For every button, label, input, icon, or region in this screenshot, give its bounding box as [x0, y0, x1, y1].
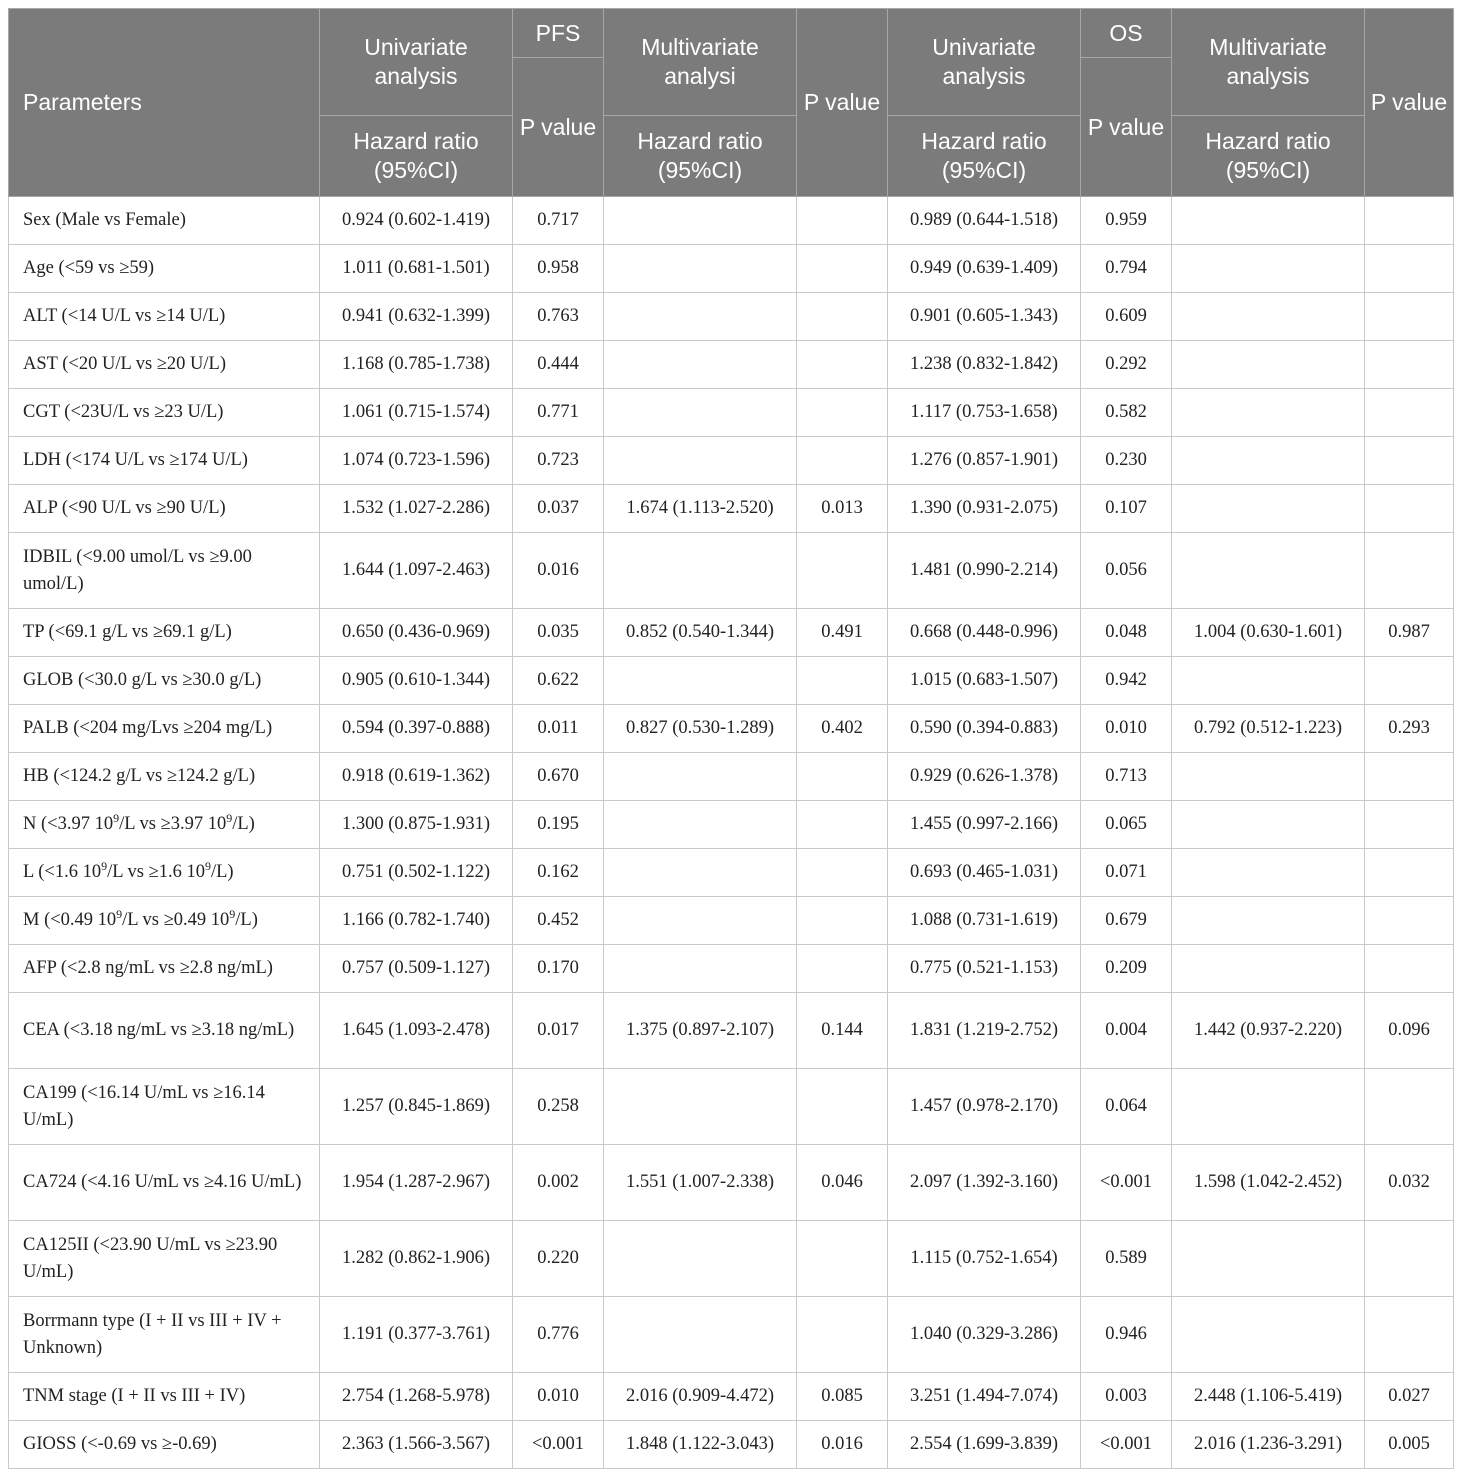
os-univariate-p-cell: 0.679: [1081, 897, 1172, 945]
parameter-cell: CA199 (<16.14 U/mL vs ≥16.14 U/mL): [9, 1069, 320, 1145]
os-multivariate-hr-cell: [1172, 197, 1365, 245]
pfs-univariate-p-cell: 0.002: [513, 1145, 604, 1221]
os-multivariate-p-cell: [1365, 897, 1454, 945]
parameter-cell: Sex (Male vs Female): [9, 197, 320, 245]
os-univariate-p-cell: 0.048: [1081, 609, 1172, 657]
pfs-multivariate-p-cell: [797, 657, 888, 705]
pfs-univariate-hr-cell: 1.282 (0.862-1.906): [320, 1221, 513, 1297]
pfs-univariate-hr-cell: 1.168 (0.785-1.738): [320, 341, 513, 389]
pfs-univariate-hr-cell: 0.650 (0.436-0.969): [320, 609, 513, 657]
superscript: 9: [204, 858, 211, 873]
pfs-multivariate-hr-cell: [604, 801, 797, 849]
os-multivariate-p-cell: [1365, 485, 1454, 533]
os-univariate-p-cell: 0.056: [1081, 533, 1172, 609]
table-row: [9, 993, 1454, 1069]
table-row: [9, 245, 1454, 293]
os-multivariate-hr-cell: [1172, 897, 1365, 945]
pfs-univariate-hr-cell: 1.166 (0.782-1.740): [320, 897, 513, 945]
table-row: [9, 197, 1454, 245]
parameter-cell: ALP (<90 U/L vs ≥90 U/L): [9, 485, 320, 533]
parameter-cell: [9, 801, 320, 849]
pfs-multivariate-p-cell: [797, 389, 888, 437]
os-univariate-hr-cell: 1.455 (0.997-2.166): [888, 801, 1081, 849]
parameter-cell: HB (<124.2 g/L vs ≥124.2 g/L): [9, 753, 320, 801]
os-multivariate-hr-header: Hazard ratio (95%CI): [1172, 116, 1365, 197]
os-multivariate-p-cell: 0.096: [1365, 993, 1454, 1069]
os-multivariate-p-cell: [1365, 1069, 1454, 1145]
table-header: [9, 9, 1454, 197]
parameter-cell: AST (<20 U/L vs ≥20 U/L): [9, 341, 320, 389]
parameter-cell: IDBIL (<9.00 umol/L vs ≥9.00 umol/L): [9, 533, 320, 609]
pfs-univariate-header: Univariate analysis: [320, 9, 513, 116]
os-univariate-hr-cell: 0.929 (0.626-1.378): [888, 753, 1081, 801]
parameter-cell: PALB (<204 mg/Lvs ≥204 mg/L): [9, 705, 320, 753]
pfs-univariate-p-cell: 0.771: [513, 389, 604, 437]
os-univariate-p-cell: 0.794: [1081, 245, 1172, 293]
superscript: 9: [226, 810, 233, 825]
table-row: [9, 293, 1454, 341]
parameter-cell: TP (<69.1 g/L vs ≥69.1 g/L): [9, 609, 320, 657]
os-univariate-p-cell: 0.064: [1081, 1069, 1172, 1145]
os-univariate-hr-cell: 0.590 (0.394-0.883): [888, 705, 1081, 753]
pfs-univariate-p-cell: 0.776: [513, 1297, 604, 1373]
pfs-multivariate-hr-cell: 0.852 (0.540-1.344): [604, 609, 797, 657]
os-univariate-p-cell: 0.589: [1081, 1221, 1172, 1297]
os-univariate-p-cell: 0.004: [1081, 993, 1172, 1069]
pfs-univariate-p-cell: 0.452: [513, 897, 604, 945]
table-row: [9, 1145, 1454, 1221]
pfs-multivariate-hr-cell: [604, 293, 797, 341]
os-univariate-hr-cell: 0.775 (0.521-1.153): [888, 945, 1081, 993]
pfs-univariate-hr-cell: 1.954 (1.287-2.967): [320, 1145, 513, 1221]
table-row: [9, 657, 1454, 705]
pfs-multivariate-p-cell: 0.491: [797, 609, 888, 657]
superscript: 9: [116, 906, 123, 921]
parameter-cell: CGT (<23U/L vs ≥23 U/L): [9, 389, 320, 437]
os-multivariate-p-cell: [1365, 849, 1454, 897]
pfs-multivariate-p-cell: [797, 1221, 888, 1297]
pfs-multivariate-p-cell: [797, 1069, 888, 1145]
parameter-cell: ALT (<14 U/L vs ≥14 U/L): [9, 293, 320, 341]
pfs-univariate-p-cell: 0.016: [513, 533, 604, 609]
pfs-multivariate-p-cell: [797, 341, 888, 389]
pfs-multivariate-hr-cell: [604, 389, 797, 437]
pfs-multivariate-hr-cell: [604, 197, 797, 245]
os-univariate-hr-cell: 1.831 (1.219-2.752): [888, 993, 1081, 1069]
table-row: [9, 1373, 1454, 1421]
pfs-multivariate-p-cell: [797, 753, 888, 801]
pfs-univariate-p-cell: 0.670: [513, 753, 604, 801]
pfs-multivariate-p-cell: [797, 1297, 888, 1373]
pfs-univariate-hr-cell: 0.918 (0.619-1.362): [320, 753, 513, 801]
pfs-multivariate-hr-cell: [604, 849, 797, 897]
pfs-multivariate-hr-cell: [604, 1069, 797, 1145]
parameter-cell: GIOSS (<-0.69 vs ≥-0.69): [9, 1421, 320, 1469]
parameter-text: /L): [210, 862, 234, 882]
parameter-text: /L): [235, 910, 258, 930]
os-multivariate-hr-cell: 2.448 (1.106-5.419): [1172, 1373, 1365, 1421]
table-row: [9, 897, 1454, 945]
pfs-univariate-p-cell: 0.958: [513, 245, 604, 293]
os-univariate-hr-cell: 1.115 (0.752-1.654): [888, 1221, 1081, 1297]
table-row: [9, 389, 1454, 437]
pfs-univariate-hr-cell: 1.074 (0.723-1.596): [320, 437, 513, 485]
pfs-multivariate-hr-cell: 1.551 (1.007-2.338): [604, 1145, 797, 1221]
pfs-univariate-hr-cell: 1.011 (0.681-1.501): [320, 245, 513, 293]
os-univariate-p-cell: 0.107: [1081, 485, 1172, 533]
table-row: [9, 609, 1454, 657]
table-row: [9, 705, 1454, 753]
os-univariate-hr-cell: 0.989 (0.644-1.518): [888, 197, 1081, 245]
pfs-univariate-hr-cell: 0.905 (0.610-1.344): [320, 657, 513, 705]
os-univariate-hr-cell: 1.117 (0.753-1.658): [888, 389, 1081, 437]
os-univariate-p-cell: 0.959: [1081, 197, 1172, 245]
os-multivariate-hr-cell: [1172, 437, 1365, 485]
pfs-univariate-hr-header: Hazard ratio (95%CI): [320, 116, 513, 197]
pfs-univariate-p-cell: 0.035: [513, 609, 604, 657]
pfs-multivariate-p-cell: 0.046: [797, 1145, 888, 1221]
os-multivariate-p-cell: [1365, 1221, 1454, 1297]
os-univariate-p-cell: 0.609: [1081, 293, 1172, 341]
os-multivariate-hr-cell: 1.598 (1.042-2.452): [1172, 1145, 1365, 1221]
pfs-multivariate-p-cell: [797, 849, 888, 897]
os-multivariate-header: Multivariate analysis: [1172, 9, 1365, 116]
os-multivariate-hr-cell: [1172, 293, 1365, 341]
pfs-univariate-hr-cell: 0.924 (0.602-1.419): [320, 197, 513, 245]
parameter-text: /L vs ≥0.49 10: [122, 910, 230, 930]
os-multivariate-p-cell: [1365, 753, 1454, 801]
os-multivariate-p-cell: [1365, 945, 1454, 993]
os-univariate-hr-cell: 2.554 (1.699-3.839): [888, 1421, 1081, 1469]
os-multivariate-p-cell: [1365, 657, 1454, 705]
os-multivariate-hr-cell: [1172, 389, 1365, 437]
pfs-multivariate-p-header: P value: [797, 9, 888, 197]
os-univariate-p-cell: 0.071: [1081, 849, 1172, 897]
pfs-univariate-hr-cell: 1.645 (1.093-2.478): [320, 993, 513, 1069]
pfs-univariate-hr-cell: 0.594 (0.397-0.888): [320, 705, 513, 753]
os-multivariate-hr-cell: [1172, 533, 1365, 609]
os-multivariate-p-cell: [1365, 533, 1454, 609]
os-multivariate-hr-cell: [1172, 801, 1365, 849]
os-univariate-hr-cell: 1.390 (0.931-2.075): [888, 485, 1081, 533]
parameter-text: M (<0.49 10: [23, 910, 117, 930]
os-univariate-p-cell: 0.209: [1081, 945, 1172, 993]
parameter-text: L (<1.6 10: [23, 862, 102, 882]
pfs-univariate-p-cell: <0.001: [513, 1421, 604, 1469]
os-univariate-hr-cell: 1.088 (0.731-1.619): [888, 897, 1081, 945]
pfs-univariate-p-cell: 0.220: [513, 1221, 604, 1297]
os-multivariate-p-cell: 0.987: [1365, 609, 1454, 657]
pfs-univariate-p-cell: 0.195: [513, 801, 604, 849]
os-multivariate-p-cell: [1365, 197, 1454, 245]
pfs-multivariate-p-cell: 0.085: [797, 1373, 888, 1421]
pfs-multivariate-p-cell: 0.016: [797, 1421, 888, 1469]
os-multivariate-p-cell: [1365, 389, 1454, 437]
table-row: [9, 437, 1454, 485]
superscript: 9: [101, 858, 108, 873]
pfs-multivariate-hr-cell: 2.016 (0.909-4.472): [604, 1373, 797, 1421]
pfs-univariate-p-cell: 0.170: [513, 945, 604, 993]
os-multivariate-p-cell: 0.032: [1365, 1145, 1454, 1221]
pfs-multivariate-hr-header: Hazard ratio (95%CI): [604, 116, 797, 197]
pfs-univariate-hr-cell: 1.191 (0.377-3.761): [320, 1297, 513, 1373]
os-univariate-p-header: P value: [1081, 58, 1172, 197]
pfs-multivariate-hr-cell: 1.375 (0.897-2.107): [604, 993, 797, 1069]
pfs-multivariate-p-cell: [797, 801, 888, 849]
pfs-univariate-hr-cell: 1.644 (1.097-2.463): [320, 533, 513, 609]
os-univariate-p-cell: 0.010: [1081, 705, 1172, 753]
os-univariate-hr-header: Hazard ratio (95%CI): [888, 116, 1081, 197]
os-multivariate-p-cell: [1365, 293, 1454, 341]
pfs-multivariate-header: Multivariate analysi: [604, 9, 797, 116]
table-row: [9, 849, 1454, 897]
os-univariate-p-cell: 0.713: [1081, 753, 1172, 801]
pfs-multivariate-p-cell: [797, 245, 888, 293]
parameter-cell: GLOB (<30.0 g/L vs ≥30.0 g/L): [9, 657, 320, 705]
pfs-univariate-hr-cell: 2.363 (1.566-3.567): [320, 1421, 513, 1469]
pfs-group-header: PFS: [513, 9, 604, 58]
os-univariate-hr-cell: 2.097 (1.392-3.160): [888, 1145, 1081, 1221]
pfs-univariate-hr-cell: 1.061 (0.715-1.574): [320, 389, 513, 437]
pfs-univariate-p-cell: 0.258: [513, 1069, 604, 1145]
superscript: 9: [113, 810, 120, 825]
parameters-header: Parameters: [9, 9, 320, 197]
pfs-multivariate-p-cell: [797, 293, 888, 341]
pfs-multivariate-p-cell: [797, 533, 888, 609]
os-multivariate-hr-cell: 1.004 (0.630-1.601): [1172, 609, 1365, 657]
pfs-univariate-p-cell: 0.444: [513, 341, 604, 389]
pfs-multivariate-p-cell: 0.013: [797, 485, 888, 533]
os-univariate-p-cell: 0.003: [1081, 1373, 1172, 1421]
table-row: [9, 801, 1454, 849]
os-multivariate-hr-cell: [1172, 1069, 1365, 1145]
table-row: [9, 753, 1454, 801]
pfs-univariate-hr-cell: 0.941 (0.632-1.399): [320, 293, 513, 341]
os-multivariate-p-cell: [1365, 341, 1454, 389]
os-univariate-p-cell: 0.065: [1081, 801, 1172, 849]
pfs-multivariate-hr-cell: [604, 341, 797, 389]
os-univariate-p-cell: 0.582: [1081, 389, 1172, 437]
table-row: [9, 1297, 1454, 1373]
pfs-univariate-p-cell: 0.162: [513, 849, 604, 897]
pfs-multivariate-hr-cell: [604, 437, 797, 485]
os-univariate-hr-cell: 0.668 (0.448-0.996): [888, 609, 1081, 657]
pfs-univariate-p-cell: 0.717: [513, 197, 604, 245]
pfs-multivariate-hr-cell: 1.848 (1.122-3.043): [604, 1421, 797, 1469]
pfs-multivariate-p-cell: [797, 437, 888, 485]
pfs-multivariate-p-cell: [797, 945, 888, 993]
pfs-univariate-hr-cell: 0.751 (0.502-1.122): [320, 849, 513, 897]
pfs-multivariate-hr-cell: [604, 1221, 797, 1297]
os-multivariate-hr-cell: [1172, 849, 1365, 897]
parameter-cell: AFP (<2.8 ng/mL vs ≥2.8 ng/mL): [9, 945, 320, 993]
pfs-multivariate-hr-cell: [604, 945, 797, 993]
os-multivariate-p-cell: 0.293: [1365, 705, 1454, 753]
pfs-univariate-p-cell: 0.017: [513, 993, 604, 1069]
os-multivariate-hr-cell: [1172, 245, 1365, 293]
os-univariate-hr-cell: 1.040 (0.329-3.286): [888, 1297, 1081, 1373]
os-univariate-p-cell: 0.292: [1081, 341, 1172, 389]
os-univariate-hr-cell: 1.015 (0.683-1.507): [888, 657, 1081, 705]
parameter-cell: Borrmann type (I + II vs III + IV + Unknown): [9, 1297, 320, 1373]
os-multivariate-p-cell: [1365, 245, 1454, 293]
parameter-cell: [9, 897, 320, 945]
os-univariate-p-cell: <0.001: [1081, 1145, 1172, 1221]
os-multivariate-hr-cell: [1172, 753, 1365, 801]
parameter-cell: LDH (<174 U/L vs ≥174 U/L): [9, 437, 320, 485]
results-table: [8, 8, 1454, 1469]
os-group-header: OS: [1081, 9, 1172, 58]
pfs-multivariate-p-cell: [797, 197, 888, 245]
parameter-cell: [9, 849, 320, 897]
os-multivariate-p-header: P value: [1365, 9, 1454, 197]
table-row: [9, 1421, 1454, 1469]
os-univariate-p-cell: 0.942: [1081, 657, 1172, 705]
os-univariate-hr-cell: 0.901 (0.605-1.343): [888, 293, 1081, 341]
table-row: [9, 533, 1454, 609]
pfs-multivariate-hr-cell: [604, 245, 797, 293]
os-multivariate-p-cell: [1365, 437, 1454, 485]
os-multivariate-p-cell: 0.027: [1365, 1373, 1454, 1421]
parameter-text: N (<3.97 10: [23, 814, 114, 834]
superscript: 9: [229, 906, 236, 921]
pfs-multivariate-hr-cell: [604, 533, 797, 609]
parameter-text: /L): [232, 814, 255, 834]
pfs-univariate-hr-cell: 1.532 (1.027-2.286): [320, 485, 513, 533]
parameter-cell: Age (<59 vs ≥59): [9, 245, 320, 293]
parameter-text: /L vs ≥3.97 10: [119, 814, 227, 834]
pfs-multivariate-p-cell: [797, 897, 888, 945]
os-multivariate-hr-cell: 2.016 (1.236-3.291): [1172, 1421, 1365, 1469]
pfs-univariate-hr-cell: 2.754 (1.268-5.978): [320, 1373, 513, 1421]
table-row: [9, 341, 1454, 389]
pfs-univariate-hr-cell: 1.300 (0.875-1.931): [320, 801, 513, 849]
table-row: [9, 1069, 1454, 1145]
os-univariate-hr-cell: 0.949 (0.639-1.409): [888, 245, 1081, 293]
pfs-univariate-p-cell: 0.622: [513, 657, 604, 705]
os-univariate-header: Univariate analysis: [888, 9, 1081, 116]
parameter-cell: CEA (<3.18 ng/mL vs ≥3.18 ng/mL): [9, 993, 320, 1069]
pfs-multivariate-p-cell: 0.402: [797, 705, 888, 753]
parameter-text: /L vs ≥1.6 10: [107, 862, 205, 882]
pfs-univariate-p-cell: 0.037: [513, 485, 604, 533]
os-univariate-p-cell: 0.230: [1081, 437, 1172, 485]
pfs-univariate-p-cell: 0.010: [513, 1373, 604, 1421]
pfs-univariate-hr-cell: 1.257 (0.845-1.869): [320, 1069, 513, 1145]
pfs-univariate-p-header: P value: [513, 58, 604, 197]
pfs-multivariate-hr-cell: [604, 657, 797, 705]
pfs-univariate-p-cell: 0.723: [513, 437, 604, 485]
parameter-cell: CA125II (<23.90 U/mL vs ≥23.90 U/mL): [9, 1221, 320, 1297]
os-univariate-hr-cell: 1.481 (0.990-2.214): [888, 533, 1081, 609]
os-univariate-p-cell: <0.001: [1081, 1421, 1172, 1469]
pfs-multivariate-hr-cell: 1.674 (1.113-2.520): [604, 485, 797, 533]
os-multivariate-p-cell: [1365, 1297, 1454, 1373]
parameter-cell: CA724 (<4.16 U/mL vs ≥4.16 U/mL): [9, 1145, 320, 1221]
table-row: [9, 945, 1454, 993]
pfs-multivariate-p-cell: 0.144: [797, 993, 888, 1069]
os-multivariate-hr-cell: [1172, 341, 1365, 389]
parameter-cell: TNM stage (I + II vs III + IV): [9, 1373, 320, 1421]
os-univariate-hr-cell: 1.276 (0.857-1.901): [888, 437, 1081, 485]
os-univariate-p-cell: 0.946: [1081, 1297, 1172, 1373]
table-row: [9, 1221, 1454, 1297]
pfs-multivariate-hr-cell: [604, 897, 797, 945]
os-univariate-hr-cell: 3.251 (1.494-7.074): [888, 1373, 1081, 1421]
pfs-univariate-p-cell: 0.763: [513, 293, 604, 341]
pfs-multivariate-hr-cell: [604, 753, 797, 801]
os-multivariate-hr-cell: [1172, 485, 1365, 533]
os-multivariate-p-cell: 0.005: [1365, 1421, 1454, 1469]
pfs-univariate-p-cell: 0.011: [513, 705, 604, 753]
os-multivariate-hr-cell: 0.792 (0.512-1.223): [1172, 705, 1365, 753]
pfs-multivariate-hr-cell: 0.827 (0.530-1.289): [604, 705, 797, 753]
os-univariate-hr-cell: 1.238 (0.832-1.842): [888, 341, 1081, 389]
os-multivariate-hr-cell: 1.442 (0.937-2.220): [1172, 993, 1365, 1069]
os-multivariate-p-cell: [1365, 801, 1454, 849]
os-multivariate-hr-cell: [1172, 945, 1365, 993]
table-row: [9, 485, 1454, 533]
os-multivariate-hr-cell: [1172, 1297, 1365, 1373]
os-univariate-hr-cell: 0.693 (0.465-1.031): [888, 849, 1081, 897]
os-multivariate-hr-cell: [1172, 1221, 1365, 1297]
pfs-multivariate-hr-cell: [604, 1297, 797, 1373]
table-body: [9, 197, 1454, 1469]
os-univariate-hr-cell: 1.457 (0.978-2.170): [888, 1069, 1081, 1145]
os-multivariate-hr-cell: [1172, 657, 1365, 705]
pfs-univariate-hr-cell: 0.757 (0.509-1.127): [320, 945, 513, 993]
